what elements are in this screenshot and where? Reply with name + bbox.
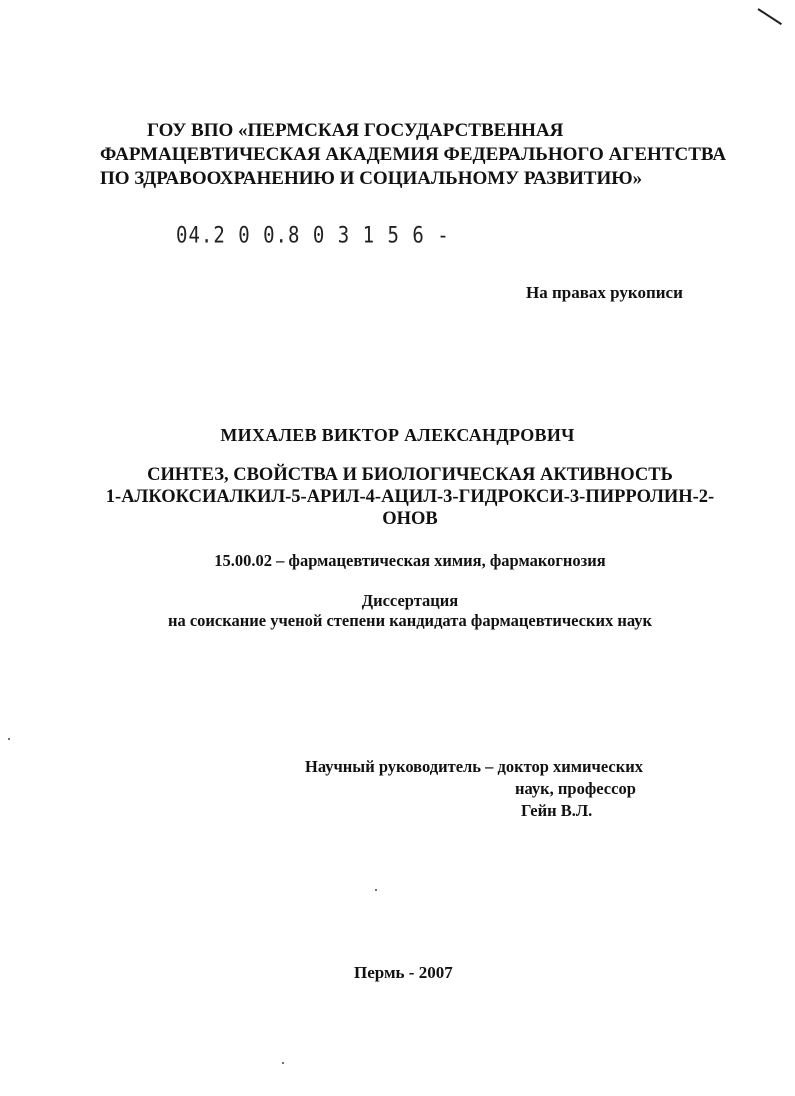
title-line-1: СИНТЕЗ, СВОЙСТВА И БИОЛОГИЧЕСКАЯ АКТИВНОСТЬ	[147, 465, 673, 485]
degree-sought: на соискание ученой степени кандидата фармацевтических наук	[167, 611, 653, 630]
institution-line-3: ПО ЗДРАВООХРАНЕНИЮ И СОЦИАЛЬНОМУ РАЗВИТИЮ»	[100, 168, 643, 189]
scan-speck	[8, 738, 10, 740]
scan-mark-stroke	[757, 8, 782, 25]
city-year: Пермь - 2007	[354, 963, 453, 982]
supervisor-block	[305, 756, 643, 822]
scan-speck	[375, 889, 377, 891]
archive-stamp-number: 04.2 0 0.8 0 3 1 5 6 -	[176, 223, 450, 249]
supervisor-line-2: наук, профессор	[515, 779, 636, 798]
institution-line-2: ФАРМАЦЕВТИЧЕСКАЯ АКАДЕМИЯ ФЕДЕРАЛЬНОГО АГЕНТСТВА	[100, 144, 727, 165]
institution-header	[100, 119, 740, 191]
institution-line-1: ГОУ ВПО «ПЕРМСКАЯ ГОСУДАРСТВЕННАЯ	[147, 120, 564, 141]
rights-note: На правах рукописи	[526, 283, 683, 302]
title-line-2: 1-АЛКОКСИАЛКИЛ-5-АРИЛ-4-АЦИЛ-3-ГИДРОКСИ-3-ПИРРОЛИН-2-	[105, 487, 715, 507]
dissertation-title	[80, 464, 740, 530]
scan-speck	[282, 1062, 284, 1064]
supervisor-line-1: Научный руководитель – доктор химических	[305, 757, 643, 776]
specialty: 15.00.02 – фармацевтическая химия, фармакогнозия	[214, 551, 606, 570]
supervisor-name: Гейн В.Л.	[521, 801, 593, 820]
dissertation-label: Диссертация	[361, 591, 459, 610]
author-name: МИХАЛЕВ ВИКТОР АЛЕКСАНДРОВИЧ	[220, 425, 575, 445]
dissertation-type	[0, 591, 795, 631]
title-line-3: ОНОВ	[382, 509, 438, 529]
